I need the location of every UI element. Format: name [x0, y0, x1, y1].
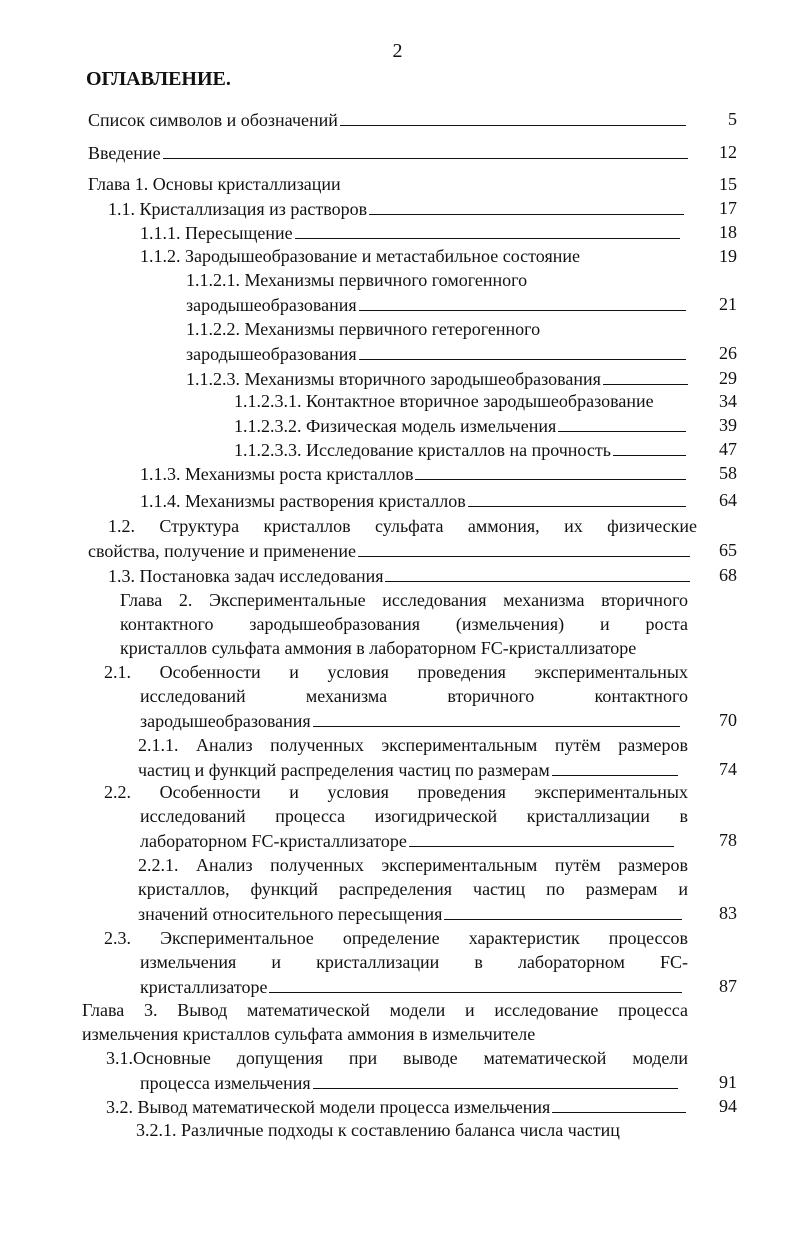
toc-leader	[613, 437, 686, 456]
toc-page-number: 47	[719, 439, 737, 459]
toc-entry-text	[234, 389, 654, 413]
toc-entry-line: Список символов и обозначений	[88, 110, 338, 130]
toc-page-number: 68	[719, 565, 737, 585]
toc-entry-line: Введение	[88, 143, 161, 163]
toc-entry-line: лабораторном FC-кристаллизаторе	[140, 831, 407, 851]
toc-page-number: 83	[719, 903, 737, 923]
toc-entry-line: 3.2. Вывод математической модели процесса измельчения	[106, 1097, 551, 1117]
toc-entry-line: 3.1.Основные допущения при выводе математической модели	[106, 1048, 688, 1068]
toc-entry-text	[82, 1022, 535, 1046]
toc-page-number: 21	[719, 294, 737, 314]
toc-page-number: 87	[719, 976, 737, 996]
toc-entry-text	[138, 733, 688, 757]
toc-entry-line: контактного зародышеобразования (измельчения) и роста	[120, 614, 688, 634]
toc-leader	[603, 366, 688, 385]
toc-entry-text	[88, 172, 341, 196]
toc-leader	[313, 708, 680, 727]
toc-entry-text	[106, 1094, 686, 1119]
toc-leader	[358, 538, 690, 557]
toc-page-number: 12	[719, 142, 737, 162]
toc-entry-text	[140, 974, 682, 999]
toc-entry-line: 2.1.1. Анализ полученных экспериментальным путём размеров	[138, 735, 688, 755]
toc-entry-line: 1.1.2.3. Механизмы вторичного зародышеобразования	[186, 369, 601, 389]
toc-page-number: 94	[719, 1096, 737, 1116]
toc-leader	[415, 461, 686, 480]
toc-entry-text	[234, 413, 686, 438]
toc-entry-line: Глава 1. Основы кристаллизации	[88, 174, 341, 194]
toc-heading: ОГЛАВЛЕНИЕ.	[86, 68, 231, 90]
toc-entry-text	[140, 828, 674, 853]
toc-entry-text	[88, 140, 688, 165]
toc-page-number: 70	[719, 710, 737, 730]
toc-leader	[468, 488, 686, 507]
toc-entry-line: Глава 3. Вывод математической модели и исследование процесса	[82, 1000, 688, 1020]
toc-entry-text	[186, 341, 686, 366]
toc-entry-text	[108, 563, 690, 588]
toc-entry-text	[108, 196, 684, 221]
toc-entry-text	[186, 292, 686, 317]
toc-leader	[269, 974, 682, 993]
page-number: 2	[392, 40, 403, 62]
toc-leader	[313, 1070, 678, 1089]
toc-entry-text	[140, 220, 680, 245]
toc-entry-text	[108, 514, 697, 538]
toc-entry-line: кристаллов сульфата аммония в лабораторном FC-кристаллизаторе	[120, 638, 637, 658]
toc-entry-text	[88, 538, 690, 563]
toc-page-number: 34	[719, 391, 737, 411]
toc-entry-line: частиц и функций распределения частиц по размерам	[138, 760, 550, 780]
toc-entry-line: Глава 2. Экспериментальные исследования механизма вторичного	[120, 590, 688, 610]
toc-page-number: 19	[719, 246, 737, 266]
toc-entry-line: зародышеобразования	[186, 295, 357, 315]
toc-entry-line: исследований механизма вторичного контактного	[140, 686, 688, 706]
toc-entry-text	[120, 612, 688, 636]
toc-entry-text	[104, 780, 688, 804]
toc-page-number: 39	[719, 415, 737, 435]
toc-entry-text	[140, 461, 686, 486]
toc-leader	[295, 220, 680, 239]
toc-page-number: 17	[719, 198, 737, 218]
toc-leader	[369, 196, 684, 215]
toc-leader	[552, 757, 678, 776]
toc-entry-line: измельчения кристаллов сульфата аммония в измельчителе	[82, 1024, 536, 1044]
toc-entry-text	[186, 366, 688, 391]
toc-page-number: 29	[719, 368, 737, 388]
toc-entry-text	[140, 804, 688, 828]
toc-entry-line: 1.1.2. Зародышеобразование и метастабильное состояние	[140, 246, 580, 266]
toc-entry-line: 1.1.3. Механизмы роста кристаллов	[140, 464, 414, 484]
toc-entry-line: 2.2. Особенности и условия проведения экспериментальных	[104, 782, 688, 802]
toc-entry-text	[136, 1118, 620, 1142]
toc-leader	[340, 107, 686, 126]
toc-page-number: 78	[719, 830, 737, 850]
toc-page-number: 15	[719, 174, 737, 194]
toc-leader	[444, 901, 682, 920]
toc-entry-line: кристаллов, функций распределения частиц по размерам и	[138, 879, 688, 899]
toc-entry-text	[138, 877, 688, 901]
toc-entry-line: процесса измельчения	[140, 1073, 311, 1093]
toc-entry-line: 1.3. Постановка задач исследования	[108, 566, 384, 586]
toc-entry-line: 1.1.4. Механизмы растворения кристаллов	[140, 491, 466, 511]
toc-entry-text	[88, 107, 686, 132]
toc-entry-line: 1.1.1. Пересыщение	[140, 223, 293, 243]
toc-entry-text	[104, 926, 688, 950]
toc-entry-line: 2.3. Экспериментальное определение характеристик процессов	[104, 928, 688, 948]
toc-entry-line: кристаллизаторе	[140, 977, 268, 997]
toc-page-number: 58	[719, 463, 737, 483]
toc-entry-text	[186, 317, 540, 341]
toc-leader	[359, 341, 686, 360]
toc-entry-text	[186, 268, 527, 292]
toc-entry-text	[82, 998, 688, 1022]
toc-entry-line: 1.1.2.3.2. Физическая модель измельчения	[234, 416, 557, 436]
toc-entry-text	[138, 901, 682, 926]
toc-entry-line: 1.1.2.1. Механизмы первичного гомогенного	[186, 270, 528, 290]
toc-entry-text	[138, 853, 688, 877]
toc-page-number: 64	[719, 490, 737, 510]
toc-leader	[409, 828, 674, 847]
toc-page-number: 5	[728, 109, 737, 129]
toc-entry-line: 1.1.2.3.3. Исследование кристаллов на прочность	[234, 440, 611, 460]
toc-leader	[552, 1094, 686, 1113]
toc-entry-line: 1.2. Структура кристаллов сульфата аммония, их физические	[108, 516, 697, 536]
toc-entry-line: 1.1.2.3.1. Контактное вторичное зародышеобразование	[234, 391, 654, 411]
toc-entry-line: 2.1. Особенности и условия проведения экспериментальных	[104, 662, 688, 682]
toc-entry-text	[140, 244, 580, 268]
toc-entry-text	[104, 660, 688, 684]
toc-entry-text	[140, 488, 686, 513]
toc-page-number: 65	[719, 540, 737, 560]
toc-entry-line: 1.1. Кристаллизация из растворов	[108, 199, 368, 219]
toc-page-number: 18	[719, 222, 737, 242]
toc-entry-line: зародышеобразования	[140, 711, 311, 731]
toc-leader	[385, 563, 690, 582]
toc-leader	[163, 140, 688, 159]
toc-entry-text	[120, 636, 636, 660]
toc-entry-text	[140, 950, 688, 974]
toc-entry-text	[140, 1070, 678, 1095]
toc-entry-text	[140, 708, 680, 733]
toc-entry-line: 2.2.1. Анализ полученных экспериментальным путём размеров	[138, 855, 688, 875]
toc-entry-text	[120, 588, 688, 612]
toc-page-number: 91	[719, 1072, 737, 1092]
toc-entry-line: исследований процесса изогидрической кристаллизации в	[140, 806, 688, 826]
toc-leader	[359, 292, 686, 311]
toc-entry-line: измельчения и кристаллизации в лабораторном FC-	[140, 952, 688, 972]
toc-entry-text	[140, 684, 688, 708]
toc-entry-line: 1.1.2.2. Механизмы первичного гетерогенного	[186, 319, 541, 339]
toc-entry-text	[106, 1046, 688, 1070]
toc-entry-line: значений относительного пересыщения	[138, 904, 443, 924]
toc-page-number: 74	[719, 759, 737, 779]
toc-entry-line: 3.2.1. Различные подходы к составлению баланса числа частиц	[136, 1120, 620, 1140]
toc-leader	[558, 413, 686, 432]
toc-page-number: 26	[719, 343, 737, 363]
toc-entry-text	[234, 437, 686, 462]
toc-entry-line: свойства, получение и применение	[88, 541, 356, 561]
toc-entry-line: зародышеобразования	[186, 344, 357, 364]
toc-entry-text	[138, 757, 678, 782]
